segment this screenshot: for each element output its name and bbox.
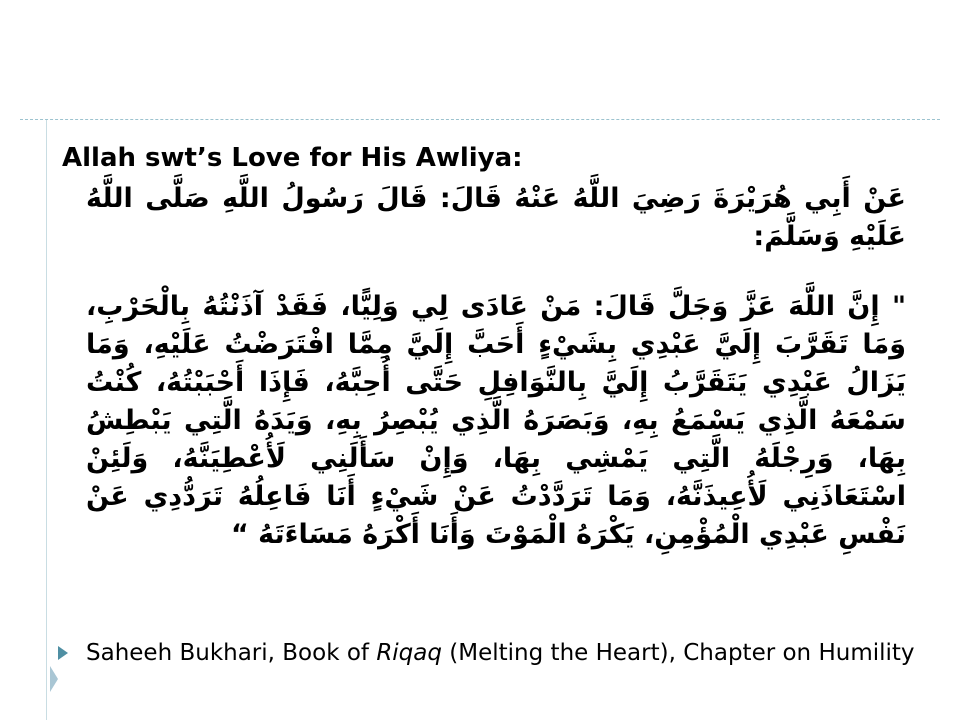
citation-prefix: Saheeh Bukhari, Book of xyxy=(86,640,377,666)
quote-close: “ xyxy=(231,519,249,550)
quote-open: " xyxy=(891,291,907,322)
hadith-text xyxy=(86,288,906,554)
triangle-bullet-icon xyxy=(58,646,68,660)
top-divider xyxy=(20,119,940,120)
left-margin-rule xyxy=(46,120,47,720)
citation-text xyxy=(86,636,915,670)
nav-arrow-icon[interactable] xyxy=(50,666,58,692)
citation-book: Riqaq xyxy=(376,640,442,666)
hadith-isnad xyxy=(86,180,906,256)
citation-suffix: (Melting the Heart), Chapter on Humility xyxy=(441,640,915,666)
citation-bullet xyxy=(58,636,928,670)
slide-title: Allah swt’s Love for His Awliya: xyxy=(62,143,523,173)
hadith-body: إِنَّ اللَّهَ عَزَّ وَجَلَّ قَالَ: مَنْ عَادَى لِي وَلِيًّا، فَقَدْ آذَنْتُهُ بِالْحَرْبِ، وَمَا تَقَرَّبَ إِلَيَّ عَبْدِي بِشَيْءٍ أَحَبَّ إِلَيَّ مِمَّا افْتَرَضْتُ عَلَيْهِ، وَمَا يَزَالُ عَبْدِي يَتَقَرَّبُ إِلَيَّ بِالنَّوَافِلِ حَتَّى أُحِبَّهُ، فَإِذَا أَحْبَبْتُهُ، كُنْتُ سَمْعَهُ الَّذِي يَسْمَعُ بِهِ، وَبَصَرَهُ الَّذِي يُبْصِرُ بِهِ، وَيَدَهُ الَّتِي يَبْطِشُ بِهَا، وَرِجْلَهُ الَّتِي يَمْشِي بِهَا، وَإِنْ سَأَلَنِي لَأُعْطِيَنَّهُ، وَلَئِنْ اسْتَعَاذَنِي لَأُعِيذَنَّهُ، وَمَا تَرَدَّدْتُ عَنْ شَيْءٍ أَنَا فَاعِلُهُ تَرَدُّدِي عَنْ نَفْسِ عَبْدِي الْمُؤْمِنِ، يَكْرَهُ الْمَوْتَ وَأَنَا أَكْرَهُ مَسَاءَتَهُ xyxy=(86,291,906,550)
isnad-text: عَنْ أَبِي هُرَيْرَةَ رَضِيَ اللَّهُ عَنْهُ قَالَ: قَالَ رَسُولُ اللَّهِ صَلَّى اللَّهُ عَلَيْهِ وَسَلَّمَ: xyxy=(86,183,906,252)
